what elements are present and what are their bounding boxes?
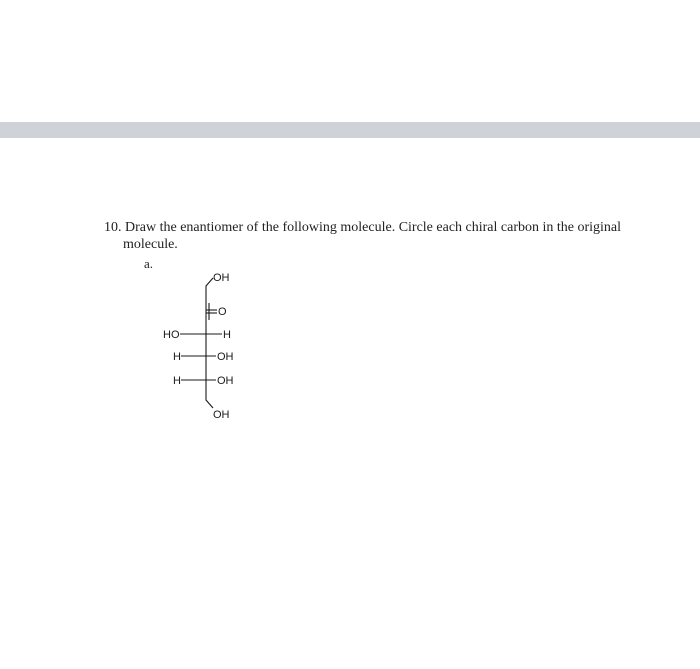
carbonyl-oxygen-label: O — [218, 306, 227, 318]
question-line-1 — [104, 219, 644, 236]
page-divider-bar — [0, 122, 700, 138]
row2-right-label: OH — [217, 351, 234, 363]
bottom-ch2-bond — [206, 381, 213, 408]
bottom-oh-label: OH — [213, 409, 230, 421]
part-a-label: a. — [144, 256, 154, 271]
question-text-line-1: Draw the enantiomer of the following molecule. Circle each chiral carbon in the original — [125, 220, 622, 235]
top-oh-label: OH — [213, 272, 230, 284]
top-ch2-bond — [206, 278, 213, 303]
row3-left-label: H — [173, 375, 181, 387]
row1-right-label: H — [223, 329, 231, 341]
question-text-line-2: molecule. — [123, 237, 178, 252]
row2-left-label: H — [173, 351, 181, 363]
fischer-projection — [150, 262, 290, 432]
row3-right-label: OH — [217, 375, 234, 387]
row1-left-label: HO — [163, 329, 180, 341]
question-10 — [104, 219, 644, 253]
fischer-projection-svg — [150, 262, 290, 432]
question-number: 10. — [104, 220, 122, 235]
